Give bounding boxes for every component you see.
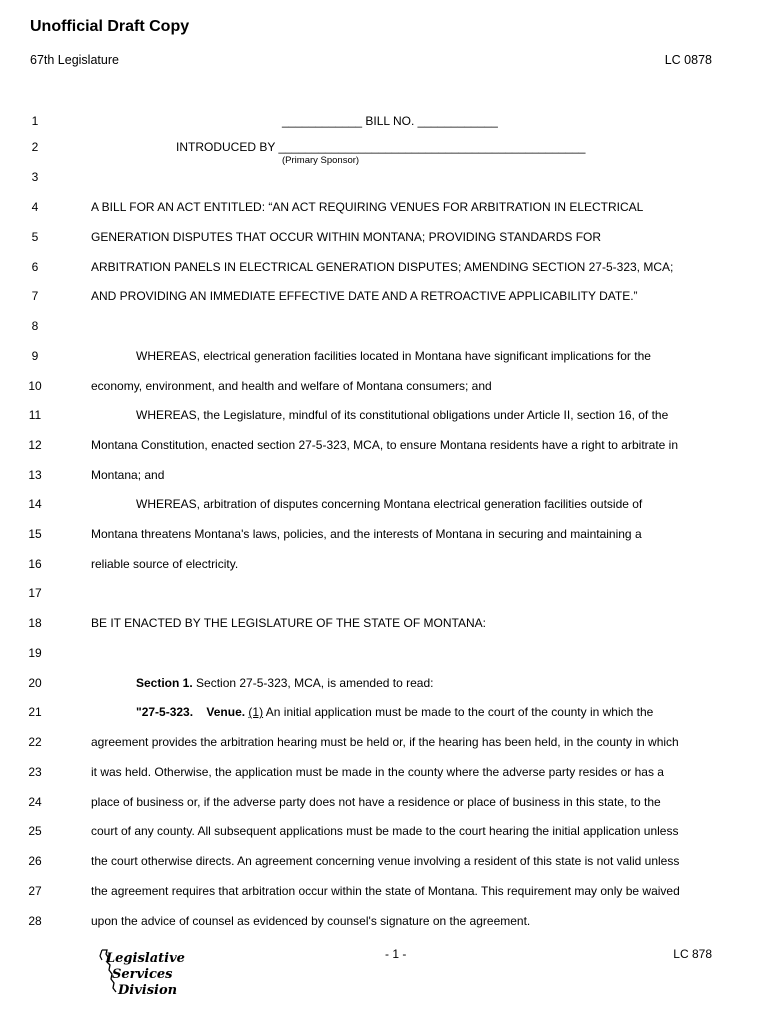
draft-title: Unofficial Draft Copy bbox=[30, 18, 190, 35]
line-number: 10 bbox=[28, 379, 42, 393]
logo-word-legislative: Legislative bbox=[106, 951, 185, 966]
venue-line-25: court of any county. All subsequent applications must be made to the court hearing the initial application unless bbox=[91, 824, 679, 838]
bill-title-line-5: GENERATION DISPUTES THAT OCCUR WITHIN MONTANA; PROVIDING STANDARDS FOR bbox=[91, 230, 602, 244]
whereas-line-14: WHEREAS, arbitration of disputes concerning Montana electrical generation facilities outside of bbox=[136, 497, 643, 511]
line-number: 9 bbox=[31, 349, 39, 363]
venue-line-21-text: An initial application must be made to the court of the county in which the bbox=[263, 705, 654, 719]
whereas-line-15: Montana threatens Montana's laws, policies, and the interests of Montana in securing and maintaining a bbox=[91, 527, 642, 541]
venue-line-28: upon the advice of counsel as evidenced by counsel's signature on the agreement. bbox=[91, 914, 531, 928]
whereas-line-9: WHEREAS, electrical generation facilities located in Montana have significant implications for the bbox=[136, 349, 651, 363]
venue-line-23: it was held. Otherwise, the application must be made in the county where the adverse party resides or has a bbox=[91, 765, 664, 779]
logo-word-services: Services bbox=[112, 967, 173, 982]
primary-sponsor-label: (Primary Sponsor) bbox=[282, 155, 360, 166]
whereas-line-12: Montana Constitution, enacted section 27-5-323, MCA, to ensure Montana residents have a right to arbitrate in bbox=[91, 438, 679, 452]
line-number: 22 bbox=[28, 735, 42, 749]
line-number: 1 bbox=[31, 114, 39, 128]
line-number: 21 bbox=[28, 705, 42, 719]
venue-line-27: the agreement requires that arbitration occur within the state of Montana. This requirement may only be waived bbox=[91, 884, 680, 898]
line-number: 8 bbox=[31, 319, 39, 333]
legislature-label: 67th Legislature bbox=[30, 53, 119, 67]
section-1-line bbox=[136, 676, 433, 690]
lc-number-header: LC 0878 bbox=[664, 53, 712, 67]
line-number: 24 bbox=[28, 795, 42, 809]
logo-word-division: Division bbox=[118, 983, 178, 998]
bill-title-line-4: A BILL FOR AN ACT ENTITLED: “AN ACT REQUIRING VENUES FOR ARBITRATION IN ELECTRICAL bbox=[91, 200, 644, 214]
enacting-clause: BE IT ENACTED BY THE LEGISLATURE OF THE STATE OF MONTANA: bbox=[91, 616, 486, 630]
line-number: 7 bbox=[31, 289, 39, 303]
line-number: 26 bbox=[28, 854, 42, 868]
line-number: 20 bbox=[28, 676, 42, 690]
whereas-line-10: economy, environment, and health and welfare of Montana consumers; and bbox=[91, 379, 492, 393]
venue-line-26: the court otherwise directs. An agreement concerning venue involving a resident of this state is not valid unless bbox=[91, 854, 680, 868]
line-number: 4 bbox=[31, 200, 39, 214]
line-number: 12 bbox=[28, 438, 42, 452]
venue-line-24: place of business or, if the adverse party does not have a residence or place of business in this state, to the bbox=[91, 795, 661, 809]
section-1-text: Section 27-5-323, MCA, is amended to read: bbox=[192, 676, 434, 690]
bill-number-line: ____________ BILL NO. ____________ bbox=[282, 114, 498, 128]
line-number: 13 bbox=[28, 468, 42, 482]
page-number: - 1 - bbox=[385, 947, 407, 961]
line-number: 14 bbox=[28, 497, 42, 511]
line-number: 28 bbox=[28, 914, 42, 928]
lc-number-footer: LC 878 bbox=[673, 947, 712, 961]
line-number: 15 bbox=[28, 527, 42, 541]
line-number: 25 bbox=[28, 824, 42, 838]
line-number: 2 bbox=[31, 140, 39, 154]
bill-title-line-6: ARBITRATION PANELS IN ELECTRICAL GENERATION DISPUTES; AMENDING SECTION 27-5-323, MCA; bbox=[91, 260, 674, 274]
line-number: 19 bbox=[28, 646, 42, 660]
line-number: 17 bbox=[28, 586, 42, 600]
whereas-line-11: WHEREAS, the Legislature, mindful of its constitutional obligations under Article II, section 16, of the bbox=[136, 408, 669, 422]
line-number: 5 bbox=[31, 230, 39, 244]
line-number: 16 bbox=[28, 557, 42, 571]
line-number: 3 bbox=[31, 170, 39, 184]
introduced-by-line: INTRODUCED BY ______________________________________________ bbox=[176, 140, 586, 154]
subsection-1-marker: (1) bbox=[248, 705, 264, 719]
venue-line-22: agreement provides the arbitration hearing must be held or, if the hearing has been held, in the county in which bbox=[91, 735, 679, 749]
bill-title-line-7: AND PROVIDING AN IMMEDIATE EFFECTIVE DATE AND A RETROACTIVE APPLICABILITY DATE.” bbox=[91, 289, 638, 303]
line-number: 6 bbox=[31, 260, 39, 274]
section-1-heading: Section 1. bbox=[136, 676, 193, 690]
venue-line-21 bbox=[136, 705, 653, 719]
line-number: 11 bbox=[28, 408, 42, 422]
whereas-line-13: Montana; and bbox=[91, 468, 165, 482]
line-number: 18 bbox=[28, 616, 42, 630]
venue-heading: "27-5-323. Venue. bbox=[136, 705, 246, 719]
line-number: 27 bbox=[28, 884, 42, 898]
whereas-line-16: reliable source of electricity. bbox=[91, 557, 239, 571]
legislative-services-division-logo bbox=[98, 948, 193, 1003]
line-number: 23 bbox=[28, 765, 42, 779]
